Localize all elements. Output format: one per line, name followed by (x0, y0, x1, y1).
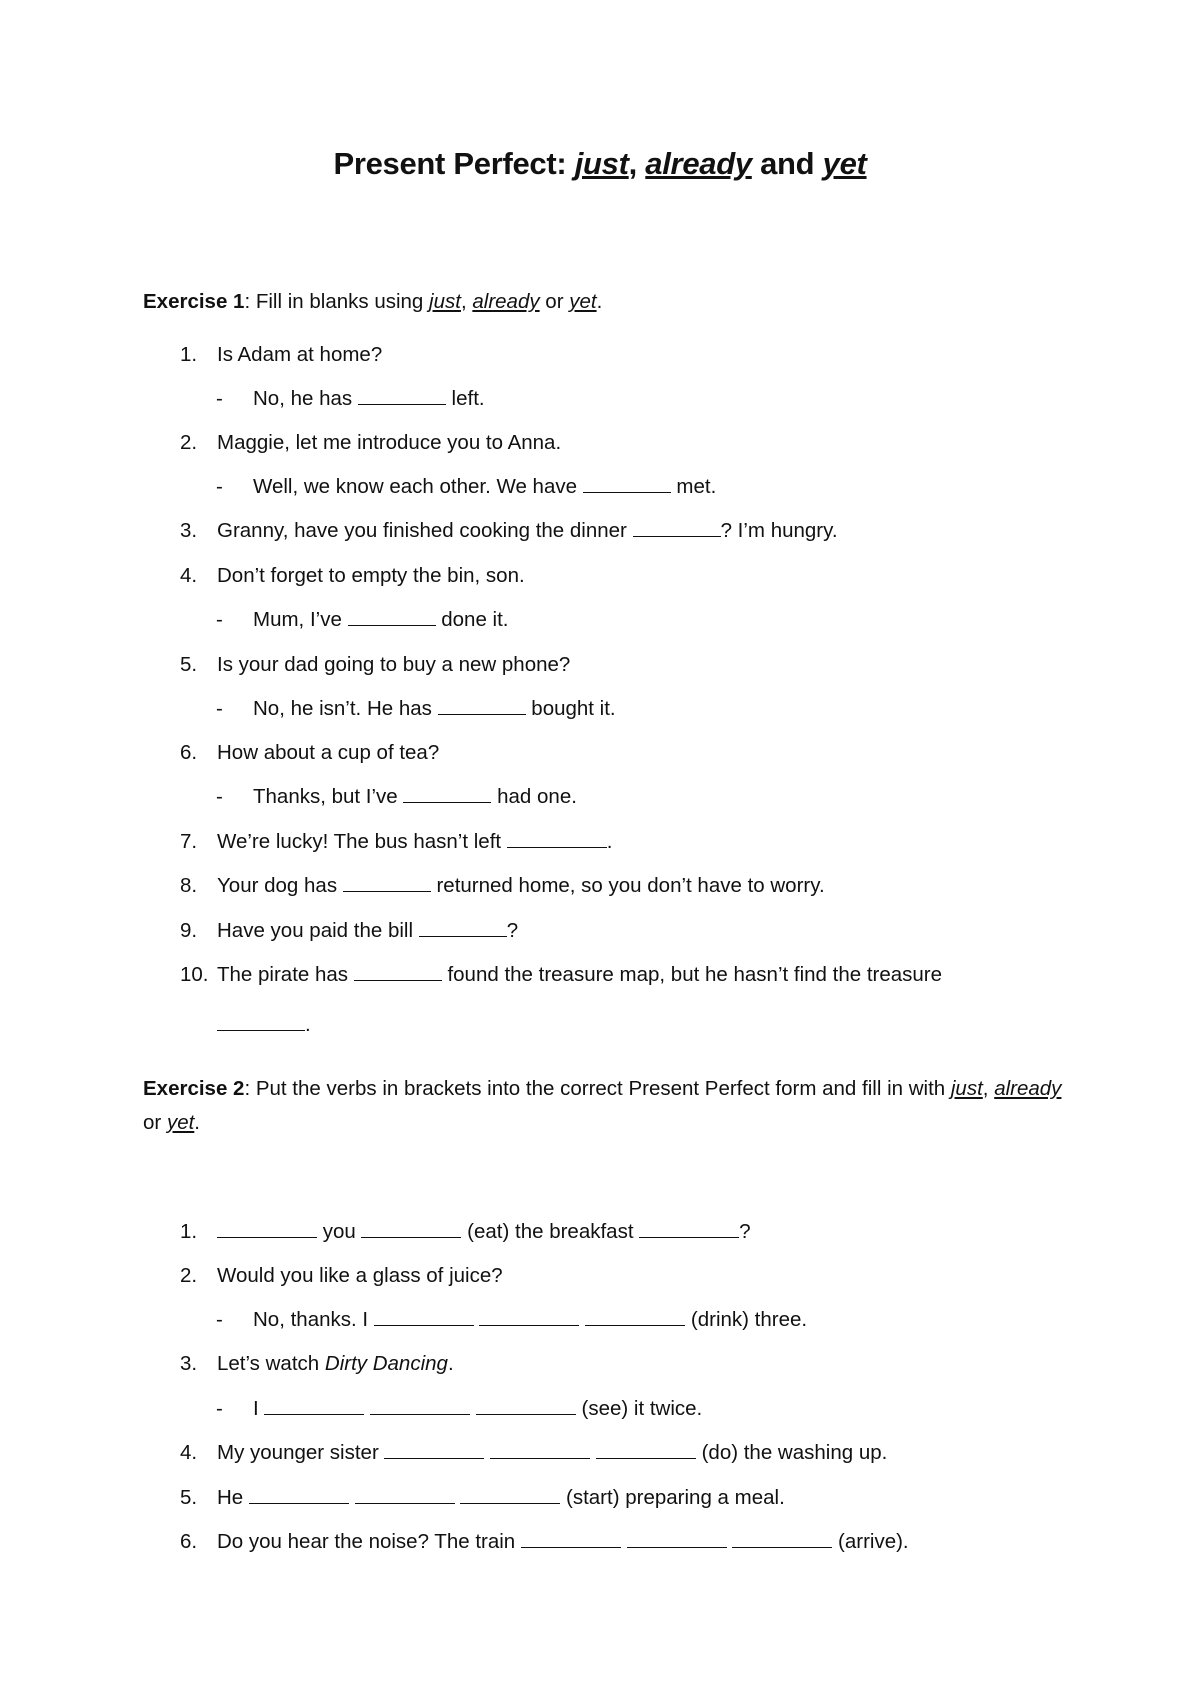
item-number: 1. (180, 343, 198, 366)
item-number: 6. (180, 1530, 198, 1553)
item-text: . (305, 1013, 311, 1036)
item-text: Is your dad going to buy a new phone? (217, 653, 571, 676)
answer-blank[interactable] (476, 1396, 576, 1415)
item-number: 5. (180, 1486, 198, 1509)
dash: - (216, 1308, 223, 1331)
period: . (194, 1111, 200, 1134)
title-keyword-already: already (645, 146, 752, 181)
item-text: (arrive). (832, 1530, 909, 1553)
item-number: 10. (180, 963, 209, 986)
item-text: Thanks, but I’ve (253, 785, 404, 808)
item-text: Well, we know each other. We have (253, 475, 583, 498)
item-number: 6. (180, 741, 198, 764)
item-text: How about a cup of tea? (217, 741, 440, 764)
item-text: done it. (435, 608, 509, 631)
answer-blank[interactable] (460, 1485, 560, 1504)
answer-blank[interactable] (585, 1307, 685, 1326)
answer-blank[interactable] (355, 1485, 455, 1504)
item-number: 8. (180, 874, 198, 897)
item-text: . (606, 830, 613, 853)
answer-blank[interactable] (343, 873, 431, 892)
dash: - (216, 785, 223, 808)
separator: or (143, 1111, 167, 1134)
item-text: Is Adam at home? (217, 343, 383, 366)
exercise-2-instruction: : Put the verbs in brackets into the correct Present Perfect form and fill in with (244, 1077, 951, 1100)
item-number: 2. (180, 1264, 198, 1287)
ex1-item-10-continuation (217, 1012, 311, 1038)
item-text: (start) preparing a meal. (560, 1486, 785, 1509)
answer-blank[interactable] (348, 607, 436, 626)
item-text: ? (739, 1220, 751, 1243)
item-text: We’re lucky! The bus hasn’t left (217, 830, 507, 853)
answer-blank[interactable] (217, 1012, 305, 1031)
item-text: The pirate has (217, 963, 354, 986)
item-text: No, he has (253, 387, 358, 410)
answer-blank[interactable] (479, 1307, 579, 1326)
answer-blank[interactable] (639, 1219, 739, 1238)
title-prefix: Present Perfect: (333, 146, 575, 181)
item-text: Granny, have you finished cooking the dinner (217, 519, 633, 542)
answer-blank[interactable] (521, 1529, 621, 1548)
item-text: (eat) the breakfast (461, 1220, 640, 1243)
item-text: Would you like a glass of juice? (217, 1264, 503, 1287)
answer-blank[interactable] (374, 1307, 474, 1326)
item-number: 2. (180, 431, 198, 454)
item-number: 1. (180, 1220, 198, 1243)
dash: - (216, 1397, 223, 1420)
item-text: Mum, I’ve (253, 608, 348, 631)
answer-blank[interactable] (438, 696, 526, 715)
answer-blank[interactable] (627, 1529, 727, 1548)
item-number: 9. (180, 919, 198, 942)
page-title (0, 146, 1200, 182)
dash: - (216, 608, 223, 631)
answer-blank[interactable] (596, 1440, 696, 1459)
separator: or (539, 290, 570, 313)
item-text: (drink) three. (685, 1308, 808, 1331)
keyword-just: just (429, 290, 461, 313)
answer-blank[interactable] (217, 1219, 317, 1238)
answer-blank[interactable] (507, 829, 607, 848)
exercise-1-label: Exercise 1 (143, 290, 245, 313)
keyword-already: already (472, 290, 540, 313)
answer-blank[interactable] (370, 1396, 470, 1415)
item-text: Have you paid the bill (217, 919, 419, 942)
answer-blank[interactable] (403, 784, 491, 803)
answer-blank[interactable] (361, 1219, 461, 1238)
title-keyword-just: just (574, 146, 629, 181)
item-number: 4. (180, 564, 198, 587)
keyword-just: just (950, 1077, 983, 1100)
item-text: had one. (491, 785, 577, 808)
item-text: ? I’m hungry. (720, 519, 838, 542)
dash: - (216, 387, 223, 410)
answer-blank[interactable] (633, 518, 721, 537)
period: . (596, 290, 603, 313)
item-text: met. (670, 475, 717, 498)
separator: , (982, 1077, 989, 1100)
item-text: Let’s watch (217, 1352, 325, 1375)
item-text: (do) the washing up. (695, 1441, 888, 1464)
title-separator: , (628, 146, 646, 181)
keyword-yet: yet (166, 1111, 195, 1134)
item-number: 3. (180, 519, 198, 542)
answer-blank[interactable] (264, 1396, 364, 1415)
item-number: 4. (180, 1441, 198, 1464)
item-text: ? (506, 919, 519, 942)
item-text: returned home, so you don’t have to worry. (430, 874, 825, 897)
exercise-1-instruction: : Fill in blanks using (244, 290, 430, 313)
keyword-already: already (994, 1077, 1062, 1100)
item-text: He (217, 1486, 249, 1509)
item-text: No, thanks. I (253, 1308, 374, 1331)
title-separator: and (751, 146, 823, 181)
item-number: 7. (180, 830, 198, 853)
dash: - (216, 475, 223, 498)
answer-blank[interactable] (419, 918, 507, 937)
item-text: you (317, 1220, 362, 1243)
item-number: 3. (180, 1352, 198, 1375)
exercise-2-heading (143, 1072, 1073, 1140)
item-text: Your dog has (217, 874, 343, 897)
answer-blank[interactable] (732, 1529, 832, 1548)
item-number: 5. (180, 653, 198, 676)
answer-blank[interactable] (384, 1440, 484, 1459)
item-text: Do you hear the noise? The train (217, 1530, 521, 1553)
item-text: . (447, 1352, 454, 1375)
item-text: bought it. (525, 697, 616, 720)
answer-blank[interactable] (490, 1440, 590, 1459)
item-text: No, he isn’t. He has (253, 697, 438, 720)
answer-blank[interactable] (354, 962, 442, 981)
answer-blank[interactable] (583, 474, 671, 493)
exercise-2-label: Exercise 2 (143, 1077, 245, 1100)
item-text: Don’t forget to empty the bin, son. (217, 564, 525, 587)
separator: , (460, 290, 473, 313)
item-text: found the treasure map, but he hasn’t find the treasure (441, 963, 943, 986)
item-text: Maggie, let me introduce you to Anna. (217, 431, 562, 454)
exercise-1-heading (143, 285, 1073, 319)
item-text: My younger sister (217, 1441, 385, 1464)
title-keyword-yet: yet (822, 146, 867, 181)
item-text: left. (445, 387, 485, 410)
item-text: (see) it twice. (575, 1397, 703, 1420)
keyword-yet: yet (569, 290, 597, 313)
dash: - (216, 697, 223, 720)
movie-title: Dirty Dancing (324, 1352, 448, 1375)
item-text: I (253, 1397, 265, 1420)
answer-blank[interactable] (358, 386, 446, 405)
answer-blank[interactable] (249, 1485, 349, 1504)
